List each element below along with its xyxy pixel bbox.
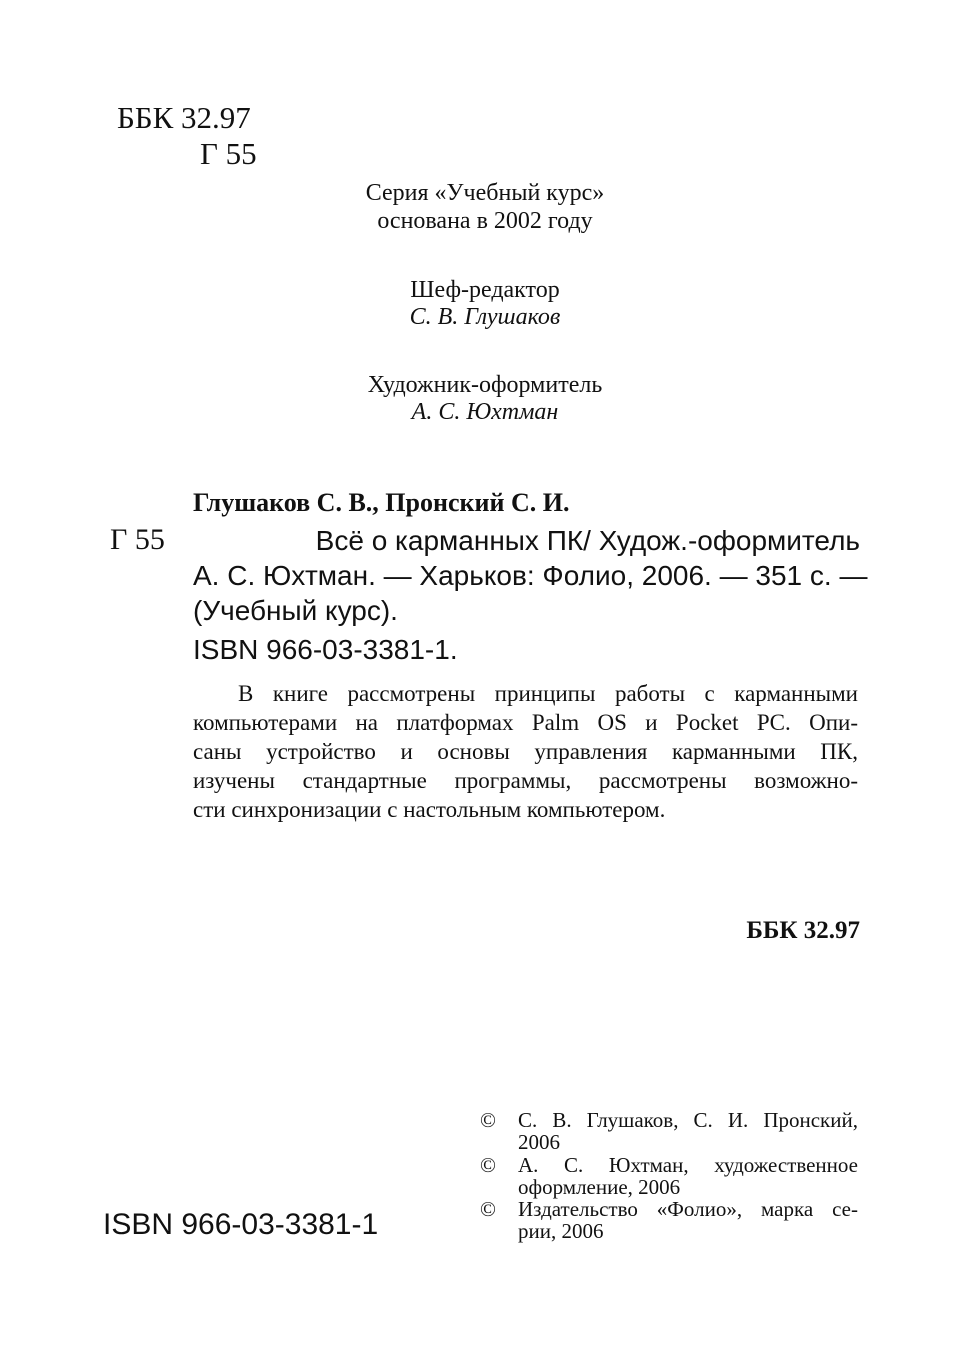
copyright-symbol: ©: [480, 1197, 496, 1221]
record-author-mark: Г 55: [110, 523, 165, 556]
record-authors: Глушаков С. В., Пронский С. И.: [193, 488, 570, 517]
record-title-line: Всё о карманных ПК/ Худож.-оформитель: [315, 525, 860, 556]
chief-editor-name: С. В. Глушаков: [409, 304, 561, 330]
copyright-entry: [480, 1153, 860, 1201]
author-mark-top: Г 55: [200, 136, 257, 171]
record-series-line: (Учебный курс).: [193, 595, 398, 626]
copyright-symbol: ©: [480, 1153, 496, 1177]
annotation-line: В книге рассмотрены принципы работы с карманными: [238, 681, 858, 706]
copyright-entry: [480, 1108, 860, 1156]
copyright-holder-cont: 2006: [518, 1130, 560, 1154]
footer-isbn: ISBN 966-03-3381-1: [103, 1208, 379, 1241]
annotation-line: изучены стандартные программы, рассмотрены возможно-: [193, 768, 858, 793]
copyright-holder-cont: рии, 2006: [518, 1219, 604, 1243]
copyright-holder: С. В. Глушаков, С. И. Пронский,: [518, 1108, 858, 1132]
annotation-line: компьютерами на платформах Palm OS и Pocket PC. Опи-: [193, 710, 858, 735]
designer-role: Художник-оформитель: [367, 372, 603, 398]
copyright-holder-cont: оформление, 2006: [518, 1175, 681, 1199]
annotation-line: сти синхронизации с настольным компьютером.: [193, 797, 666, 822]
copyright-symbol: ©: [480, 1108, 496, 1132]
copyright-holder: А. С. Юхтман, художественное: [518, 1153, 858, 1177]
series-founded: основана в 2002 году: [377, 208, 593, 234]
bbk-code-top: ББК 32.97: [117, 100, 251, 135]
record-imprint-line: А. С. Юхтман. — Харьков: Фолио, 2006. — 351 с. —: [193, 560, 868, 591]
annotation-line: саны устройство и основы управления карманными ПК,: [193, 739, 858, 764]
series-title: Серия «Учебный курс»: [365, 180, 605, 206]
bbk-code-bottom: ББК 32.97: [746, 917, 860, 944]
copyright-holder: Издательство «Фолио», марка се-: [518, 1197, 858, 1221]
designer-name: А. С. Юхтман: [411, 399, 559, 425]
chief-editor-role: Шеф-редактор: [410, 277, 560, 303]
copyright-entry: [480, 1197, 860, 1245]
record-isbn: ISBN 966-03-3381-1.: [193, 634, 458, 665]
